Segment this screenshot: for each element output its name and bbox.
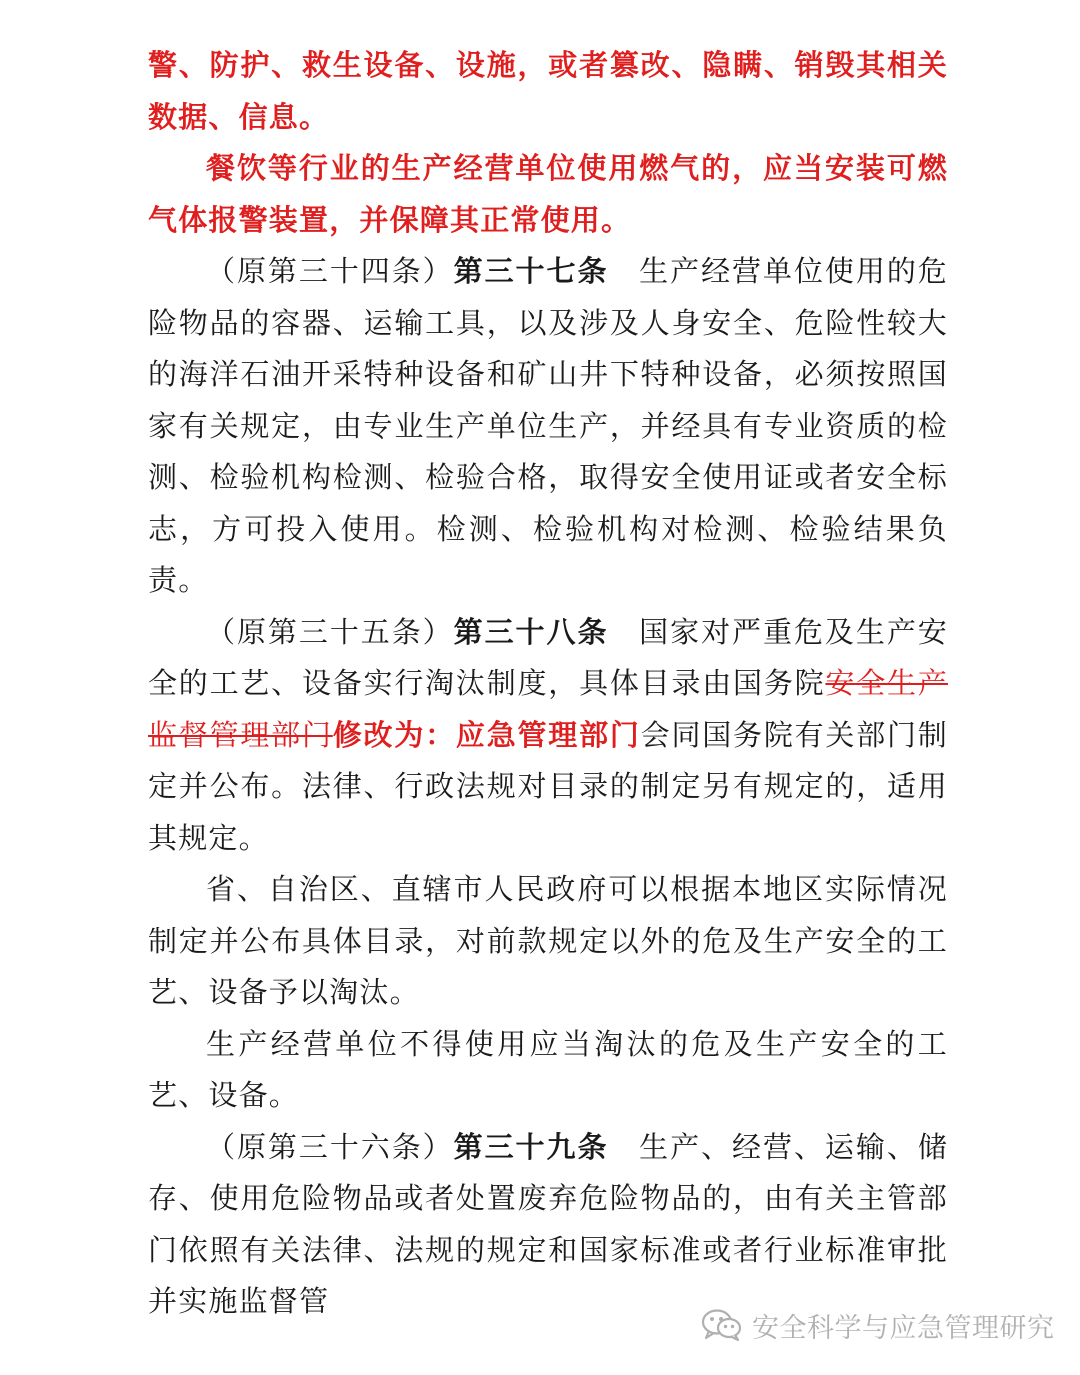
paragraph-province: 省、自治区、直辖市人民政府可以根据本地区实际情况制定并公布具体目录，对前款规定以外的危及生产安全的工艺、设备予以淘汰。 bbox=[148, 872, 948, 1009]
article-39-title: 第三十九条 bbox=[453, 1129, 609, 1164]
watermark bbox=[700, 1303, 1055, 1347]
article-37-original-number: （原第三十四条） bbox=[206, 254, 454, 288]
article-39-body: 生产、经营、运输、储存、使用危险物品或者处置废弃危险物品的，由有关主管部门依照有关法律、法规的规定和国家标准或者行业标准审批并实施监督管 bbox=[148, 1129, 948, 1318]
article-38-title: 第三十八条 bbox=[453, 614, 609, 649]
article-38-original-number: （原第三十五条） bbox=[206, 614, 454, 649]
document-page bbox=[148, 40, 948, 1328]
paragraph-amended-2: 餐饮等行业的生产经营单位使用燃气的，应当安装可燃气体报警装置，并保障其正常使用。 bbox=[148, 151, 948, 237]
paragraph-amended-1: 警、防护、救生设备、设施，或者篡改、隐瞒、销毁其相关数据、信息。 bbox=[148, 48, 948, 134]
article-38 bbox=[148, 607, 948, 865]
article-38-body-a: 国家对严重危及生产安全的工艺、设备实行淘汰制度，具体目录由国务院 bbox=[148, 614, 948, 700]
article-37 bbox=[148, 246, 948, 607]
article-39 bbox=[148, 1122, 948, 1328]
paragraph-prohibit: 生产经营单位不得使用应当淘汰的危及生产安全的工艺、设备。 bbox=[148, 1026, 948, 1112]
wechat-icon bbox=[700, 1307, 744, 1343]
article-38-amendment: 修改为：应急管理部门 bbox=[332, 717, 641, 752]
article-38-body-b: 会同国务院有关部门制定并公布。法律、行政法规对目录的制定另有规定的，适用其规定。 bbox=[148, 717, 948, 855]
watermark-text: 安全科学与应急管理研究 bbox=[752, 1312, 1055, 1344]
article-38-struck-text: 安全生产监督管理部门 bbox=[148, 666, 948, 752]
article-37-body: 生产经营单位使用的危险物品的容器、运输工具，以及涉及人身安全、危险性较大的海洋石油开采特种设备和矿山井下特种设备，必须按照国家有关规定，由专业生产单位生产，并经具有专业资质的检测、检验机构检测、检验合格，取得安全使用证或者安全标志，方可投入使用。检测、检验机构对检测、检验结果负责。 bbox=[148, 254, 948, 597]
article-37-title: 第三十七条 bbox=[453, 254, 609, 288]
article-39-original-number: （原第三十六条） bbox=[206, 1129, 454, 1164]
